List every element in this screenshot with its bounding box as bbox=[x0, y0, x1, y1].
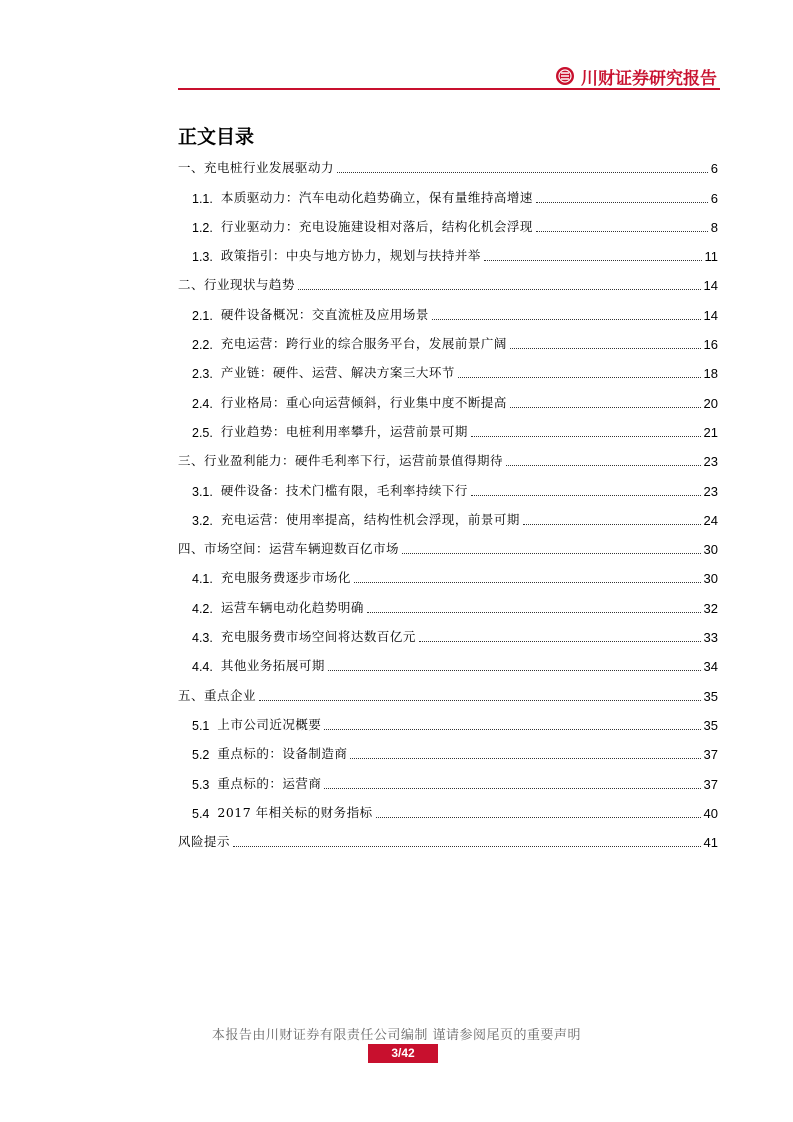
toc-entry-title: 五、重点企业 bbox=[178, 687, 257, 703]
toc-entry-page: 35 bbox=[703, 717, 718, 733]
toc-entry-title: 行业格局：重心向运营倾斜，行业集中度不断提高 bbox=[220, 394, 507, 410]
toc-entry[interactable] bbox=[178, 384, 718, 413]
toc-entry[interactable] bbox=[178, 502, 718, 531]
toc-entry-title: 产业链：硬件、运营、解决方案三大环节 bbox=[220, 365, 455, 381]
toc-entry[interactable] bbox=[178, 472, 718, 501]
toc-entry-number: 4.2. bbox=[192, 601, 213, 616]
toc-entry-title: 充电服务费市场空间将达数百亿元 bbox=[220, 629, 416, 645]
toc-entry-page: 33 bbox=[703, 630, 718, 646]
toc-entry-number: 2.5. bbox=[192, 425, 213, 440]
toc-entry[interactable] bbox=[178, 238, 718, 267]
toc-dot-leader bbox=[536, 202, 708, 203]
toc-entry-number: 5.1 bbox=[192, 718, 210, 733]
toc-entry-page: 11 bbox=[704, 249, 718, 265]
header-title: 川财证券研究报告 bbox=[581, 68, 717, 89]
toc-entry-page: 6 bbox=[710, 190, 718, 206]
toc-entry-number: 1.2. bbox=[192, 220, 213, 235]
toc-dot-leader bbox=[523, 524, 701, 525]
toc-dot-leader bbox=[337, 172, 708, 173]
toc-dot-leader bbox=[536, 231, 708, 232]
toc-entry-number: 2.2. bbox=[192, 338, 213, 353]
toc-entry-page: 24 bbox=[703, 512, 718, 528]
toc-entry-page: 21 bbox=[703, 424, 718, 440]
toc-entry-title: 运营车辆电动化趋势明确 bbox=[220, 599, 364, 615]
toc-dot-leader bbox=[432, 319, 701, 320]
toc-entry-page: 35 bbox=[703, 688, 718, 704]
toc-entry-title: 二、行业现状与趋势 bbox=[178, 277, 296, 293]
toc-title: 正文目录 bbox=[178, 126, 255, 148]
toc-entry-number: 5.3 bbox=[192, 777, 210, 792]
toc-dot-leader bbox=[259, 700, 701, 701]
toc-entry-number: 1.3. bbox=[192, 250, 213, 265]
toc-entry[interactable] bbox=[178, 560, 718, 589]
report-header bbox=[555, 64, 717, 88]
toc-entry-page: 30 bbox=[703, 542, 718, 558]
toc-entry[interactable] bbox=[178, 414, 718, 443]
toc-entry-number: 5.4 bbox=[192, 806, 210, 821]
toc-entry-title: 行业趋势：电桩利用率攀升，运营前景可期 bbox=[220, 423, 468, 439]
toc-entry-title: 三、行业盈利能力：硬件毛利率下行，运营前景值得期待 bbox=[178, 453, 504, 469]
toc-entry[interactable] bbox=[178, 179, 718, 208]
toc-entry[interactable] bbox=[178, 736, 718, 765]
toc-entry-page: 18 bbox=[703, 366, 718, 382]
toc-dot-leader bbox=[471, 436, 701, 437]
toc-entry[interactable] bbox=[178, 677, 718, 706]
toc-entry-page: 41 bbox=[703, 835, 718, 851]
toc-entry[interactable] bbox=[178, 824, 718, 853]
toc-entry[interactable] bbox=[178, 267, 718, 296]
toc-entry-number: 3.2. bbox=[192, 513, 213, 528]
toc-dot-leader bbox=[354, 582, 701, 583]
toc-entry-page: 34 bbox=[703, 659, 718, 675]
toc-entry-number: 1.1. bbox=[192, 191, 213, 206]
toc-entry-title: 充电服务费逐步市场化 bbox=[220, 570, 351, 586]
toc-entry[interactable] bbox=[178, 531, 718, 560]
toc-entry-page: 40 bbox=[703, 805, 718, 821]
toc-entry[interactable] bbox=[178, 355, 718, 384]
toc-entry-title: 四、市场空间：运营车辆迎数百亿市场 bbox=[178, 541, 400, 557]
toc-entry-page: 14 bbox=[703, 278, 718, 294]
toc-entry-title: 上市公司近况概要 bbox=[217, 716, 322, 732]
toc-entry[interactable] bbox=[178, 150, 718, 179]
toc-entry-number: 4.4. bbox=[192, 660, 213, 675]
toc-dot-leader bbox=[510, 407, 701, 408]
toc-dot-leader bbox=[506, 465, 701, 466]
toc-dot-leader bbox=[419, 641, 701, 642]
toc-entry[interactable] bbox=[178, 443, 718, 472]
toc-entry-page: 8 bbox=[710, 219, 718, 235]
toc-entry[interactable] bbox=[178, 326, 718, 355]
toc-dot-leader bbox=[458, 377, 701, 378]
toc-entry[interactable] bbox=[178, 707, 718, 736]
toc-entry[interactable] bbox=[178, 648, 718, 677]
toc-dot-leader bbox=[324, 729, 700, 730]
toc-dot-leader bbox=[350, 758, 700, 759]
toc-entry-number: 4.1. bbox=[192, 572, 213, 587]
toc-entry-page: 30 bbox=[703, 571, 718, 587]
toc-entry[interactable] bbox=[178, 296, 718, 325]
toc-dot-leader bbox=[233, 846, 701, 847]
toc-entry-title: 行业驱动力：充电设施建设相对落后，结构化机会浮现 bbox=[220, 218, 533, 234]
toc-entry-page: 23 bbox=[703, 483, 718, 499]
company-logo-icon bbox=[555, 66, 575, 86]
header-divider bbox=[178, 88, 720, 90]
toc-dot-leader bbox=[471, 495, 701, 496]
toc-dot-leader bbox=[402, 553, 701, 554]
toc-entry-title: 一、充电桩行业发展驱动力 bbox=[178, 160, 335, 176]
toc-entry[interactable] bbox=[178, 795, 718, 824]
toc-entry-title: 硬件设备：技术门槛有限，毛利率持续下行 bbox=[220, 482, 468, 498]
toc-entry[interactable] bbox=[178, 209, 718, 238]
footer-disclaimer: 本报告由川财证券有限责任公司编制 谨请参阅尾页的重要声明 bbox=[211, 1028, 582, 1043]
toc-entry[interactable] bbox=[178, 619, 718, 648]
toc-entry-number: 2.1. bbox=[192, 308, 213, 323]
toc-entry-page: 20 bbox=[703, 395, 718, 411]
toc-entry-title: 政策指引：中央与地方协力，规划与扶持并举 bbox=[220, 248, 481, 264]
toc-dot-leader bbox=[510, 348, 701, 349]
toc-entry-title: 充电运营：使用率提高，结构性机会浮现，前景可期 bbox=[220, 511, 520, 527]
toc-entry-page: 37 bbox=[703, 776, 718, 792]
toc-entry[interactable] bbox=[178, 589, 718, 618]
toc-entry-title: 硬件设备概况：交直流桩及应用场景 bbox=[220, 306, 429, 322]
toc-entry-title: 2017 年相关标的财务指标 bbox=[217, 804, 373, 820]
page-number-badge: 3/42 bbox=[368, 1044, 438, 1063]
toc-dot-leader bbox=[328, 670, 701, 671]
toc-entry-number: 3.1. bbox=[192, 484, 213, 499]
toc-dot-leader bbox=[484, 260, 702, 261]
toc-entry-number: 5.2 bbox=[192, 748, 210, 763]
toc-entry-title: 重点标的：运营商 bbox=[217, 775, 322, 791]
toc-entry-page: 23 bbox=[703, 454, 718, 470]
toc-entry-page: 37 bbox=[703, 747, 718, 763]
toc-entry-title: 本质驱动力：汽车电动化趋势确立，保有量维持高增速 bbox=[220, 189, 533, 205]
toc-entry[interactable] bbox=[178, 765, 718, 794]
toc-dot-leader bbox=[367, 612, 701, 613]
toc-entry-page: 14 bbox=[703, 307, 718, 323]
toc-entry-title: 其他业务拓展可期 bbox=[220, 658, 325, 674]
toc-entry-title: 充电运营：跨行业的综合服务平台，发展前景广阔 bbox=[220, 336, 507, 352]
toc-entry-page: 16 bbox=[703, 337, 718, 353]
toc-entry-number: 2.3. bbox=[192, 367, 213, 382]
toc-dot-leader bbox=[298, 289, 701, 290]
table-of-contents bbox=[178, 150, 718, 853]
toc-entry-title: 风险提示 bbox=[178, 834, 231, 850]
toc-entry-page: 32 bbox=[703, 600, 718, 616]
toc-entry-number: 2.4. bbox=[192, 396, 213, 411]
toc-entry-page: 6 bbox=[710, 161, 718, 177]
toc-dot-leader bbox=[324, 788, 700, 789]
toc-entry-title: 重点标的：设备制造商 bbox=[217, 746, 348, 762]
toc-dot-leader bbox=[376, 817, 701, 818]
toc-entry-number: 4.3. bbox=[192, 631, 213, 646]
